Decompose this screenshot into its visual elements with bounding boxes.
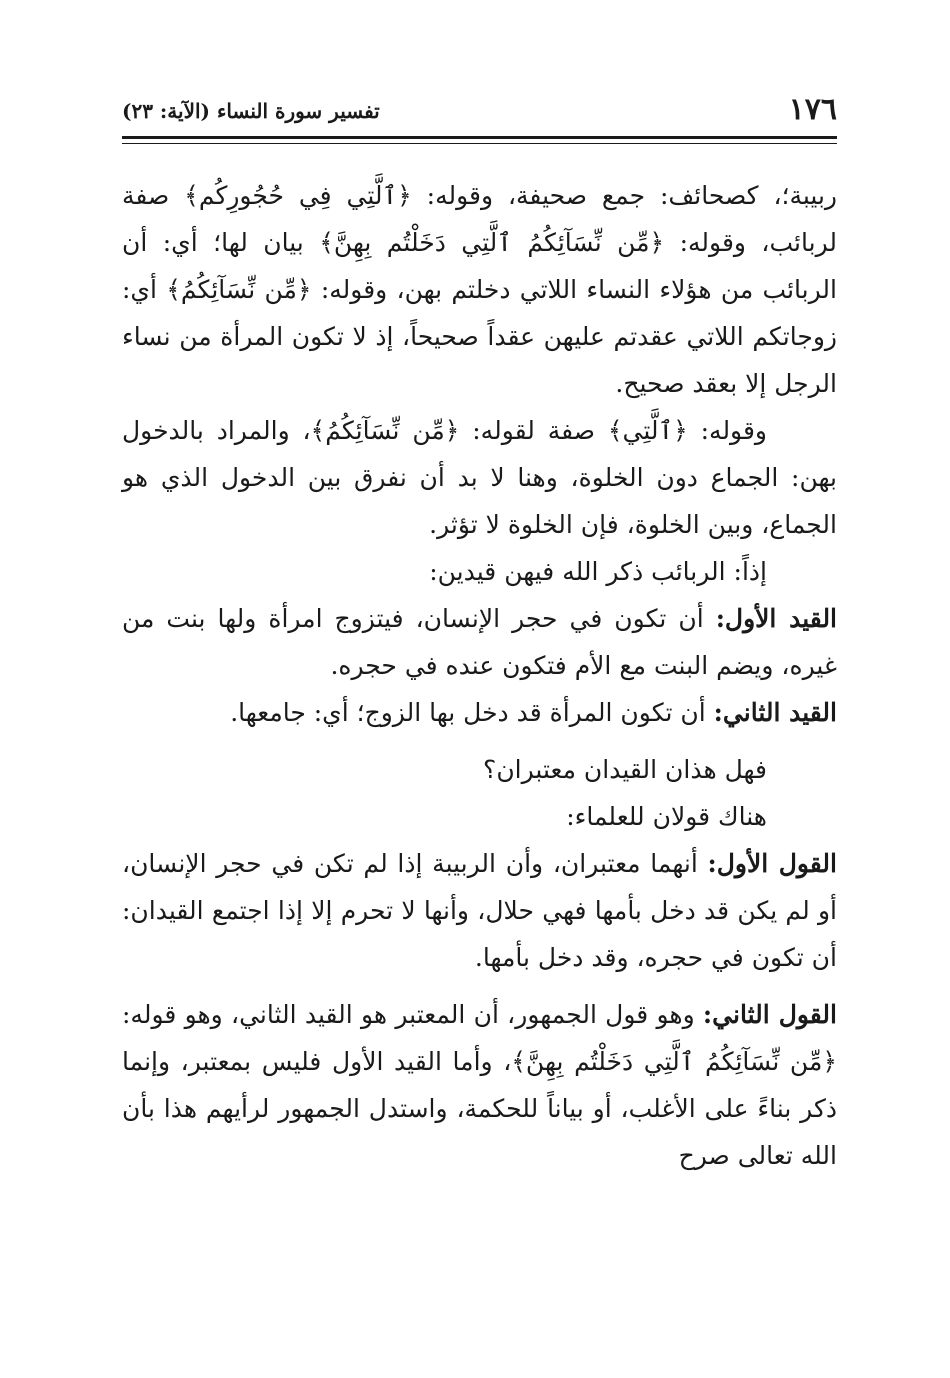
paragraph-text: أن تكون المرأة قد دخل بها الزوج؛ أي: جامعها.	[230, 698, 714, 727]
paragraph	[122, 793, 837, 840]
paragraph-text: وقوله: ﴿ٱلَّتِي﴾ صفة لقوله: ﴿مِّن نِّسَآئِكُمُ﴾، والمراد بالدخول بهن: الجماع دون الخلوة، وهنا لا بد أن نفرق بين الدخول الذي هو الجماع، وبين الخلوة، فإن الخلوة لا تؤثر.	[122, 416, 837, 539]
paragraph-text: فهل هذان القيدان معتبران؟	[483, 755, 767, 784]
paragraph-lead: القيد الثاني:	[713, 698, 837, 727]
paragraph	[122, 840, 837, 981]
paragraph	[122, 746, 837, 793]
paragraph-text: أن تكون في حجر الإنسان، فيتزوج امرأة ولها بنت من غيره، ويضم البنت مع الأم فتكون عنده في حجره.	[122, 604, 837, 680]
paragraph-text: ربيبة؛، كصحائف: جمع صحيفة، وقوله: ﴿ٱلَّتِي فِي حُجُورِكُم﴾ صفة لربائب، وقوله: ﴿مِّن نِّسَآئِكُمُ ٱلَّتِي دَخَلْتُم بِهِنَّ﴾ بيان لها؛ أي: أن الربائب من هؤلاء النساء اللاتي دخلتم بهن، وقوله: ﴿مِّن نِّسَآئِكُمُ﴾ أي: زوجاتكم اللاتي عقدتم عليهن عقداً صحيحاً، إذ لا تكون المرأة من نساء الرجل إلا بعقد صحيح.	[122, 181, 837, 398]
paragraph-text: إذاً: الربائب ذكر الله فيهن قيدين:	[429, 557, 767, 586]
paragraph-text: هناك قولان للعلماء:	[566, 802, 767, 831]
paragraph-text: وهو قول الجمهور، أن المعتبر هو القيد الثاني، وهو قوله: ﴿مِّن نِّسَآئِكُمُ ٱلَّتِي دَخَلْتُم بِهِنَّ﴾، وأما القيد الأول فليس بمعتبر، وإنما ذكر بناءً على الأغلب، أو بياناً للحكمة، واستدل الجمهور لرأيهم هذا بأن الله تعالى صرح	[122, 1000, 837, 1170]
header-rule-thin	[122, 143, 837, 144]
page-number: ١٧٦	[788, 92, 837, 127]
paragraph-text: أنهما معتبران، وأن الربيبة إذا لم تكن في حجر الإنسان، أو لم يكن قد دخل بأمها فهي حلال، وأنها لا تحرم إلا إذا اجتمع القيدان: أن تكون في حجره، وقد دخل بأمها.	[122, 849, 837, 972]
paragraph	[122, 172, 837, 407]
paragraph-lead: القيد الأول:	[715, 604, 838, 633]
paragraph	[122, 595, 837, 689]
paragraph	[122, 548, 837, 595]
body-text	[122, 172, 837, 1179]
paragraph-lead: القول الأول:	[707, 849, 837, 878]
paragraph	[122, 689, 837, 736]
paragraph	[122, 407, 837, 548]
header-rule-thick	[122, 136, 837, 139]
running-title: تفسير سورة النساء (الآية: ٢٣)	[122, 99, 380, 123]
paragraph	[122, 991, 837, 1179]
page-header	[122, 92, 837, 132]
paragraph-lead: القول الثاني:	[702, 1000, 837, 1029]
